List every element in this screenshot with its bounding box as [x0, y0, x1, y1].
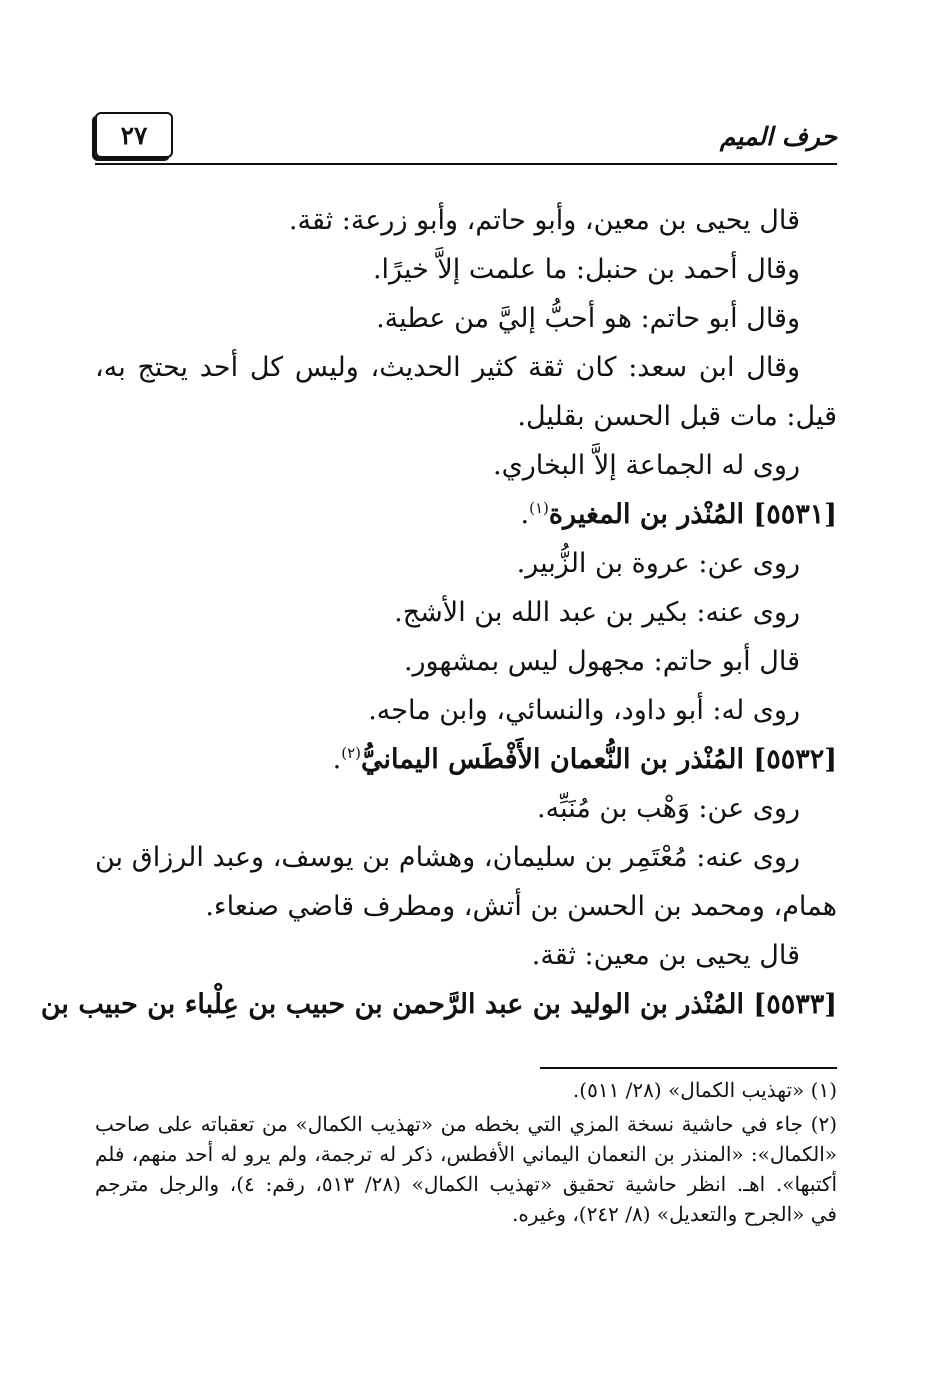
text-line: قال يحيى بن معين: ثقة.: [531, 940, 800, 971]
text-line: وقال ابن سعد: كان ثقة كثير الحديث، وليس كل أحد يحتج به،: [95, 352, 800, 383]
page-header: [95, 108, 837, 164]
entry-heading-5532: [95, 735, 837, 784]
footnote-2-line: في «الجرح والتعديل» (٨/ ٢٤٢)، وغيره.: [511, 1202, 837, 1226]
text-line: روى عن: عروة بن الزُّبير.: [516, 548, 800, 579]
text-line: روى عن: وَهْب بن مُنَبِّه.: [537, 793, 800, 824]
footnote-2-line: «الكمال»: «المنذر بن النعمان اليماني الأفطس، ذكر له ترجمة، ولم يرو له أحد منهم، فلم: [95, 1142, 837, 1166]
text-line: روى له: أبو داود، والنسائي، وابن ماجه.: [368, 695, 800, 726]
text-line: قيل: مات قبل الحسن بقليل.: [517, 401, 837, 432]
entry-title: [٥٥٣٢] المُنْذر بن النُّعمان الأَفْطَس اليمانيُّ: [360, 744, 837, 775]
entry-title: [٥٥٣٣] المُنْذر بن الوليد بن عبد الرَّحمن بن حبيب بن عِلْباء بن حبيب بن: [40, 989, 837, 1020]
text-line: روى عنه: بكير بن عبد الله بن الأشج.: [394, 597, 800, 628]
text-line: همام، ومحمد بن الحسن بن أتش، ومطرف قاضي صنعاء.: [205, 891, 837, 922]
footnote-ref: (٢): [341, 744, 361, 762]
footnote-ref: (١): [529, 499, 549, 517]
text-line: قال يحيى بن معين، وأبو حاتم، وأبو زرعة: ثقة.: [288, 205, 800, 236]
period: .: [332, 744, 342, 775]
period: .: [520, 499, 530, 530]
footnote-2-line: أكتبها». اهـ. انظر حاشية تحقيق «تهذيب الكمال» (٢٨/ ٥١٣، رقم: ٤)، والرجل مترجم: [95, 1172, 837, 1196]
entry-heading-5531: [95, 490, 837, 539]
main-text: [40, 196, 837, 1029]
header-divider: [95, 163, 837, 165]
running-title: حرف الميم: [719, 122, 837, 151]
entry-title: [٥٥٣١] المُنْذر بن المغيرة: [548, 499, 837, 530]
footnote-1: (١) «تهذيب الكمال» (٢٨/ ٥١١).: [572, 1078, 837, 1102]
text-line: قال أبو حاتم: مجهول ليس بمشهور.: [403, 646, 800, 677]
page-number: ٢٧: [95, 112, 173, 158]
text-line: روى عنه: مُعْتَمِر بن سليمان، وهشام بن يوسف، وعبد الرزاق بن: [95, 842, 800, 873]
footnote-2-line: (٢) جاء في حاشية نسخة المزي التي بخطه من «تهذيب الكمال» من تعقباته على صاحب: [95, 1112, 837, 1136]
text-line: روى له الجماعة إلاَّ البخاري.: [492, 450, 800, 481]
text-line: وقال أبو حاتم: هو أحبُّ إليَّ من عطية.: [376, 303, 800, 334]
entry-heading-5533: [40, 980, 837, 1029]
footnote-divider: [540, 1067, 837, 1069]
text-line: وقال أحمد بن حنبل: ما علمت إلاَّ خيرًا.: [372, 254, 800, 285]
footnotes: [95, 1075, 837, 1229]
